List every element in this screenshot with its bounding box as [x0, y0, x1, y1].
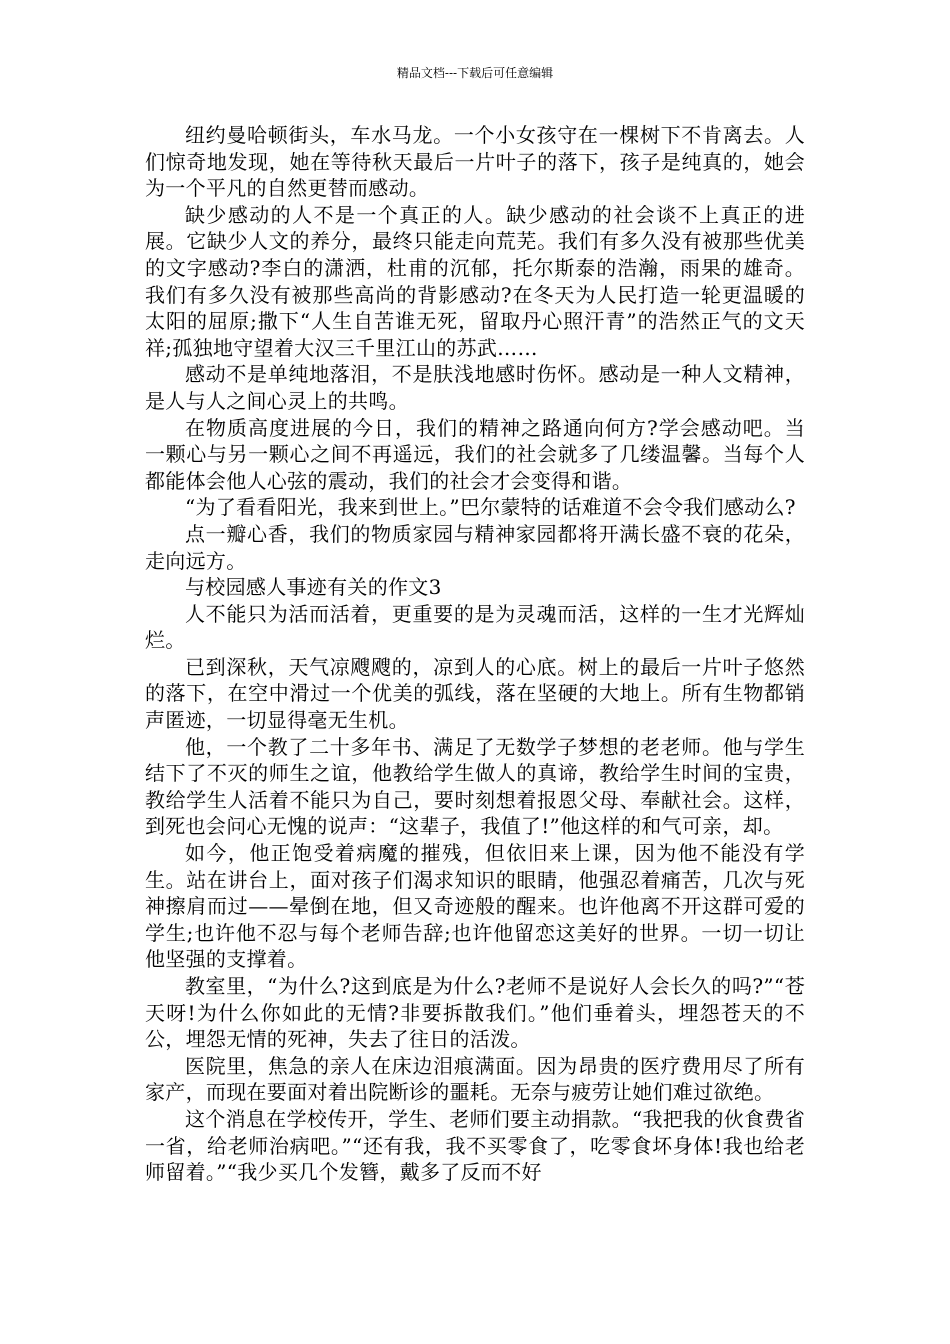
paragraph-12: 医院里，焦急的亲人在床边泪痕满面。因为昂贵的医疗费用尽了所有家产，而现在要面对着出院断诊的噩耗。无奈与疲劳让她们难过欲绝。: [145, 1053, 805, 1105]
paragraph-1: 纽约曼哈顿街头，车水马龙。一个小女孩守在一棵树下不肯离去。人们惊奇地发现，她在等待秋天最后一片叶子的落下，孩子是纯真的，她会为一个平凡的自然更替而感动。: [145, 123, 805, 201]
paragraph-2: 缺少感动的人不是一个真正的人。缺少感动的社会谈不上真正的进展。它缺少人文的养分，最终只能走向荒芜。我们有多久没有被那些优美的文字感动?李白的潇洒，杜甫的沉郁，托尔斯泰的浩瀚，雨果的雄奇。我们有多久没有被那些高尚的背影感动?在冬天为人民打造一轮更温暖的太阳的屈原;撒下“人生自苦谁无死，留取丹心照汗青”的浩然正气的文天祥;孤独地守望着大汉三千里江山的苏武……: [145, 202, 805, 360]
paragraph-11: 教室里，“为什么?这到底是为什么?老师不是说好人会长久的吗?”“苍天呀!为什么你如此的无情?非要拆散我们。”他们垂着头，埋怨苍天的不公，埋怨无情的死神，失去了往日的活泼。: [145, 974, 805, 1052]
paragraph-4: 在物质高度进展的今日，我们的精神之路通向何方?学会感动吧。当一颗心与另一颗心之间不再遥远，我们的社会就多了几缕温馨。当每个人都能体会他人心弦的震动，我们的社会才会变得和谐。: [145, 415, 805, 493]
paragraph-13: 这个消息在学校传开，学生、老师们要主动捐款。“我把我的伙食费省一省，给老师治病吧。”“还有我，我不买零食了，吃零食坏身体!我也给老师留着。”“我少买几个发簪，戴多了反而不好: [145, 1106, 805, 1185]
paragraph-5: “为了看看阳光，我来到世上。”巴尔蒙特的话难道不会令我们感动么?: [185, 495, 796, 520]
paragraph-6: 点一瓣心香，我们的物质家园与精神家园都将开满长盛不衰的花朵，走向远方。: [145, 521, 805, 573]
page-header: 精品文档---下载后可任意编辑: [396, 66, 554, 80]
paragraph-10: 如今，他正饱受着病魔的摧残，但依旧来上课，因为他不能没有学生。站在讲台上，面对孩子们渴求知识的眼睛，他强忍着痛苦，几次与死神擦肩而过——晕倒在地，但又奇迹般的醒来。也许他离不开这群可爱的学生;也许他不忍与每个老师告辞;也许他留恋这美好的世界。一切一切让他坚强的支撑着。: [145, 841, 805, 972]
document-body: [145, 122, 805, 1186]
paragraph-3: 感动不是单纯地落泪，不是肤浅地感时伤怀。感动是一种人文精神，是人与人之间心灵上的共鸣。: [145, 362, 805, 413]
paragraph-9: 他，一个教了二十多年书、满足了无数学子梦想的老老师。他与学生结下了不灭的师生之谊，他教给学生做人的真谛，教给学生时间的宝贵，教给学生人活着不能只为自己，要时刻想着报恩父母、奉献社会。这样，到死也会问心无愧的说声：“这辈子，我值了!”他这样的和气可亲，却。: [145, 734, 805, 839]
section-title: 与校园感人事迹有关的作文3: [185, 575, 442, 600]
paragraph-8: 已到深秋，天气凉飕飕的，凉到人的心底。树上的最后一片叶子悠然的落下，在空中滑过一个优美的弧线，落在坚硬的大地上。所有生物都销声匿迹，一切显得毫无生机。: [145, 654, 805, 733]
paragraph-7: 人不能只为活而活着，更重要的是为灵魂而活，这样的一生才光辉灿烂。: [145, 601, 805, 653]
